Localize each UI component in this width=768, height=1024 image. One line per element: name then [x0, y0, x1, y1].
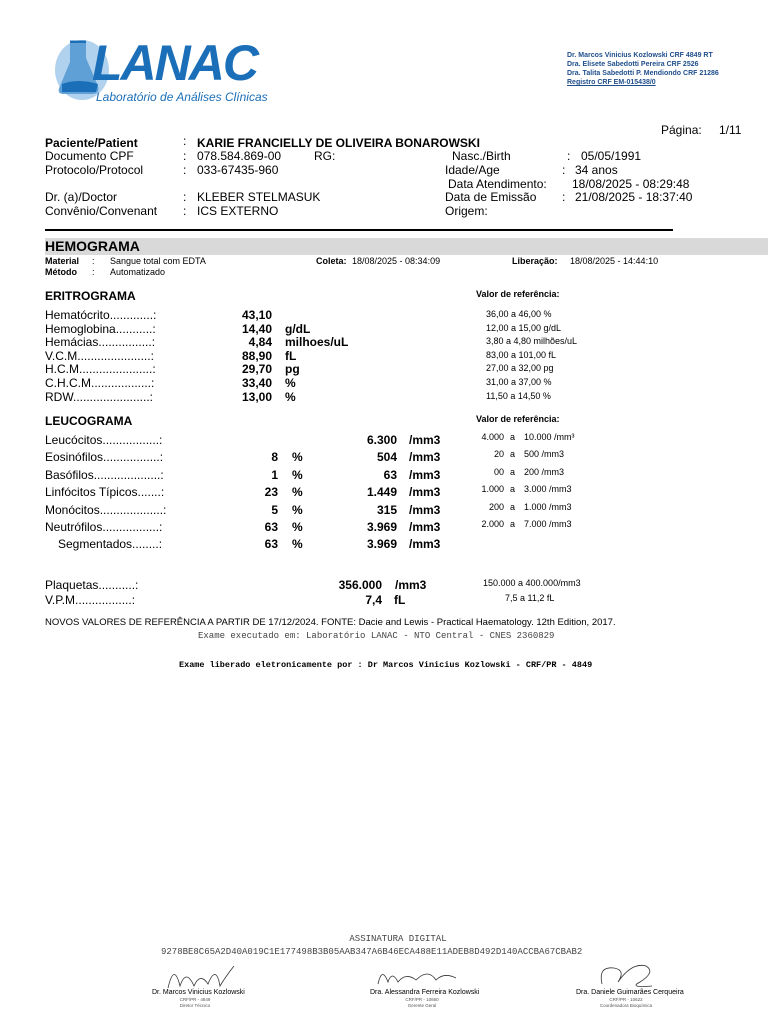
staff-line-3: Dra. Talita Sabedotti P. Mendiondo CRF 21286	[567, 70, 719, 77]
leucograma-row-abs-unit: /mm3	[409, 467, 441, 482]
eritrograma-row-ref: 11,50 a 14,50 %	[486, 390, 551, 401]
leucograma-row-ref-high: 3.000 /mm3	[524, 484, 572, 495]
signer-1-crf: CRF/PR - 4849	[179, 997, 211, 1002]
leucograma-row-abs: 63	[383, 467, 397, 482]
eritrograma-row-ref: 3,80 a 4,80 milhões/uL	[486, 336, 578, 347]
colon: :	[567, 149, 571, 163]
leucograma-row-abs-unit: /mm3	[409, 450, 441, 465]
reference-note: NOVOS VALORES DE REFERÊNCIA A PARTIR DE 17/12/2024. FONTE: Dacie and Lewis - Practical Haematology. 12th Edition, 2017.	[45, 617, 616, 628]
eritrograma-row-label: RDW.......................:	[45, 389, 154, 404]
age-label: Idade/Age	[445, 163, 500, 177]
eritrograma-row-label: V.C.M......................:	[45, 348, 154, 363]
eritrograma-row-unit: pg	[285, 362, 300, 377]
cpf-label: Documento CPF	[45, 149, 134, 163]
material-value: Sangue total com EDTA	[110, 256, 206, 266]
leucograma-row-pct-unit: %	[292, 537, 303, 552]
executed-note: Exame executado em: Laboratório LANAC - NTO Central - CNES 2360829	[198, 631, 555, 641]
coleta-label: Coleta:	[316, 256, 347, 266]
logo-subtitle: Laboratório de Análises Clínicas	[96, 90, 268, 104]
attendance-label: Data Atendimento:	[448, 177, 547, 191]
leucograma-row-ref-a: a	[510, 466, 516, 477]
patient-name: KARIE FRANCIELLY DE OLIVEIRA BONAROWSKI	[197, 136, 480, 150]
signer-3-name: Dra. Daniele Guimarães Cerqueira	[576, 989, 684, 996]
leucograma-row-ref-high: 500 /mm3	[524, 449, 565, 460]
leucograma-row-ref-high: 7.000 /mm3	[524, 519, 572, 529]
eritrograma-row-value: 13,00	[241, 389, 272, 404]
plaquetas-unit: /mm3	[395, 578, 427, 592]
birth-label: Nasc./Birth	[452, 149, 511, 163]
leucograma-row-abs-unit: /mm3	[409, 433, 441, 447]
eritrograma-row-label: Hematócrito.............:	[45, 308, 157, 322]
section-bar	[45, 238, 768, 255]
eritrograma-row-unit: milhoes/uL	[285, 335, 349, 350]
eritrograma-row-value: 4,84	[248, 335, 272, 350]
plaquetas-ref: 150.000 a 400.000/mm3	[483, 578, 581, 588]
doctor-label: Dr. (a)/Doctor	[45, 190, 118, 204]
leucograma-row-pct-unit: %	[292, 520, 303, 534]
leucograma-row-ref-a: a	[510, 484, 516, 495]
eritrograma-row-label: H.C.M......................:	[45, 362, 156, 377]
leucograma-row-label: Leucócitos.................:	[45, 433, 163, 447]
eritrograma-row-label: Hemoglobina...........:	[45, 321, 156, 336]
leucograma-row-pct: 8	[271, 450, 278, 465]
divider	[45, 229, 673, 231]
signer-3-crf: CRF/PR - 10622	[609, 997, 643, 1002]
leucograma-row-abs-unit: /mm3	[409, 537, 441, 552]
handwritten-signature-2	[372, 962, 462, 990]
page-value: 1/11	[719, 123, 742, 137]
emission-value: 21/08/2025 - 18:37:40	[575, 190, 693, 204]
leucograma-row-ref-high: 200 /mm3	[524, 466, 565, 477]
leucograma-row-ref-low: 4.000	[481, 432, 504, 442]
leucograma-row-label: Basófilos....................:	[45, 467, 164, 482]
convenant-label: Convênio/Convenant	[45, 204, 158, 218]
eritrograma-ref-title: Valor de referência:	[476, 289, 560, 299]
leucograma-row-abs: 504	[376, 450, 397, 465]
material-label: Material	[45, 256, 80, 266]
page-label: Página:	[661, 123, 702, 137]
leucograma-row-ref-a: a	[510, 501, 516, 512]
eritrograma-row-ref: 27,00 a 32,00 pg	[486, 363, 554, 374]
leucograma-row-abs-unit: /mm3	[409, 520, 441, 534]
leucograma-row-ref-low: 1.000	[481, 484, 504, 495]
leucograma-row-ref-low: 2.000	[481, 519, 504, 529]
vpm-value: 7,4	[365, 593, 382, 607]
leucograma-row-abs-unit: /mm3	[409, 485, 441, 500]
colon: :	[562, 190, 566, 204]
convenant-value: ICS EXTERNO	[197, 204, 279, 218]
signer-3-role: Coordenadora Bioquímica	[599, 1003, 653, 1008]
exam-title: HEMOGRAMA	[45, 238, 140, 254]
plaquetas-label: Plaquetas...........:	[45, 578, 139, 592]
patient-name-label: Paciente/Patient	[45, 136, 138, 150]
released-note: Exame liberado eletronicamente por : Dr Marcos Vinicius Kozlowski - CRF/PR - 4849	[179, 660, 593, 670]
leucograma-row-abs: 3.969	[366, 520, 397, 534]
leucograma-row-pct: 63	[264, 520, 278, 534]
signer-1-name: Dr. Marcos Vinicius Kozlowski	[152, 989, 245, 996]
eritrograma-row-unit: %	[285, 389, 296, 404]
rg-label: RG:	[314, 149, 336, 163]
leucograma-row-pct: 63	[264, 537, 278, 552]
leucograma-row-ref-a: a	[510, 449, 516, 460]
leucograma-row-label: Eosinófilos.................:	[45, 450, 164, 465]
emission-label: Data de Emissão	[445, 190, 537, 204]
handwritten-signature-3	[592, 958, 662, 990]
leucograma-row-ref-high: 10.000 /mm³	[524, 432, 575, 442]
leucograma-row-pct-unit: %	[292, 502, 303, 517]
leucograma-row-ref-a: a	[510, 432, 516, 442]
eritrograma-row-ref: 36,00 a 46,00 %	[486, 309, 552, 319]
colon: :	[92, 267, 95, 277]
eritrograma-row-value: 88,90	[241, 348, 272, 363]
signer-2-crf: CRF/PR - 10660	[405, 997, 439, 1002]
eritrograma-row-value: 14,40	[241, 321, 272, 336]
leucograma-row-abs: 3.969	[366, 537, 397, 552]
colon: :	[183, 190, 187, 204]
leucograma-row-label: Linfócitos Típicos.......:	[45, 485, 165, 500]
leucograma-row-pct-unit: %	[292, 485, 303, 500]
eritrograma-row-label: Hemácias................:	[45, 335, 156, 350]
staff-line-1: Dr. Marcos Vinicius Kozlowski CRF 4849 RT	[567, 52, 713, 59]
leucograma-row-label: Neutrófilos.................:	[45, 520, 163, 534]
leucograma-row-ref-a: a	[510, 519, 516, 529]
leucograma-row-abs: 1.449	[366, 485, 397, 500]
leucograma-row-abs-unit: /mm3	[409, 502, 441, 517]
eritrograma-row-unit: g/dL	[285, 321, 311, 336]
leucograma-row-abs: 6.300	[366, 433, 397, 447]
protocol-value: 033-67435-960	[197, 163, 279, 177]
colon: :	[562, 163, 566, 177]
age-value: 34 anos	[575, 163, 618, 177]
eritrograma-row-ref: 83,00 a 101,00 fL	[486, 349, 557, 360]
leucograma-ref-title: Valor de referência:	[476, 414, 560, 424]
colon: :	[183, 134, 187, 148]
leucograma-row-ref-low: 200	[488, 501, 504, 512]
method-value: Automatizado	[110, 267, 166, 277]
eritrograma-row-value: 33,40	[241, 376, 272, 390]
leucograma-row-label: Monócitos...................:	[45, 502, 167, 517]
signer-2-role: Gerente Geral	[407, 1003, 437, 1008]
origin-label: Origem:	[445, 204, 488, 218]
liberacao-label: Liberação:	[512, 256, 558, 266]
signature-hash: 9278BE8C65A2D40A019C1E177498B3B05AAB347A6B46ECA488E11ADEB8D492D140ACCBA67CBAB2	[161, 947, 583, 957]
leucograma-row-pct: 23	[264, 485, 278, 500]
leucograma-row-pct-unit: %	[292, 467, 303, 482]
eritrograma-row-ref: 12,00 a 15,00 g/dL	[486, 322, 562, 333]
handwritten-signature-1	[160, 958, 240, 992]
cpf-value: 078.584.869-00	[197, 149, 282, 163]
eritrograma-row-unit: fL	[285, 348, 297, 363]
leucograma-row-ref-high: 1.000 /mm3	[524, 501, 572, 512]
leucograma-row-pct: 1	[271, 467, 278, 482]
liberacao-value: 18/08/2025 - 14:44:10	[570, 256, 659, 266]
eritrograma-row-ref: 31,00 a 37,00 %	[486, 377, 552, 387]
colon: :	[183, 204, 187, 218]
coleta-value: 18/08/2025 - 08:34:09	[352, 256, 441, 266]
colon: :	[92, 256, 95, 266]
leucograma-row-ref-low: 20	[493, 449, 504, 460]
eritrograma-row-label: C.H.C.M..................:	[45, 376, 155, 390]
vpm-ref: 7,5 a 11,2 fL	[505, 593, 555, 603]
doctor-value: KLEBER STELMASUK	[197, 190, 321, 204]
lanac-logo	[48, 34, 268, 109]
staff-line-2: Dra. Elisete Sabedotti Pereira CRF 2526	[567, 61, 699, 68]
plaquetas-value: 356.000	[338, 578, 382, 592]
leucograma-row-pct: 5	[271, 502, 278, 517]
staff-line-4: Registro CRF EM-015438/0	[567, 79, 656, 86]
leucograma-title: LEUCOGRAMA	[45, 414, 133, 428]
leucograma-row-label: Segmentados........:	[58, 537, 163, 552]
signature-title: ASSINATURA DIGITAL	[349, 934, 447, 944]
leucograma-row-abs: 315	[376, 502, 397, 517]
eritrograma-row-value: 29,70	[241, 362, 272, 377]
vpm-unit: fL	[394, 593, 406, 607]
attendance-value: 18/08/2025 - 08:29:48	[572, 177, 690, 191]
protocol-label: Protocolo/Protocol	[45, 163, 144, 177]
signer-1-role: Diretor Técnico	[179, 1003, 211, 1008]
leucograma-row-pct-unit: %	[292, 450, 303, 465]
colon: :	[183, 149, 187, 163]
logo-text: LANAC	[92, 35, 257, 91]
eritrograma-row-value: 43,10	[241, 308, 272, 322]
eritrograma-title: ERITROGRAMA	[45, 289, 136, 303]
method-label: Método	[45, 267, 77, 277]
birth-value: 05/05/1991	[581, 149, 642, 163]
leucograma-row-ref-low: 00	[493, 466, 504, 477]
vpm-label: V.P.M.................:	[45, 593, 136, 607]
signer-2-name: Dra. Alessandra Ferreira Kozlowski	[370, 989, 480, 996]
colon: :	[183, 163, 187, 177]
eritrograma-row-unit: %	[285, 376, 296, 390]
